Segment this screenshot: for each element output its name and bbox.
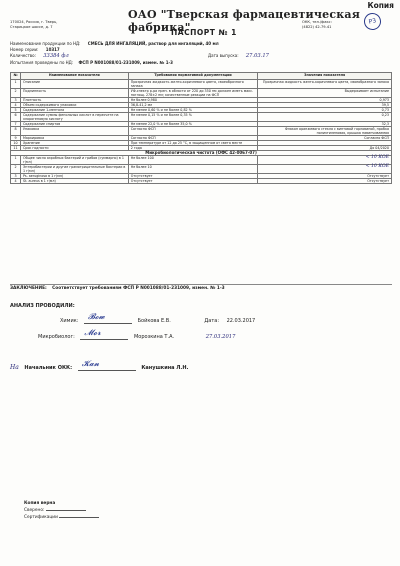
indicator-name: Описание — [20, 80, 128, 89]
company-name: ОАО "Тверская фармацевтическая фабрика" — [128, 8, 361, 34]
signature-line — [46, 510, 86, 511]
field-label: Дата выпуска: — [208, 53, 239, 58]
conclusion-label: ЗАКЛЮЧЕНИЕ: — [10, 286, 47, 291]
requirement: 36,8-41,2 мл — [128, 103, 258, 108]
value-text: Выдерживает испытание — [344, 89, 389, 93]
signature-line — [59, 517, 99, 518]
requirement: Не менее 0,60 % и не более 0,82 % — [128, 108, 258, 113]
indicator-value — [258, 80, 392, 89]
column-header: Наименование показателя — [20, 73, 128, 80]
signature-role: Микробиолог: — [38, 334, 75, 340]
section-title: Микробиологическая чистота (ОФС 42-0067-07) — [11, 151, 392, 156]
value-text: < 10 КОЕ — [365, 155, 389, 160]
value-text: Прозрачная жидкость желто-коричневого цвета, своеобразного запаха — [263, 80, 389, 84]
field-value: ФСП Р N001088/01-231009, измен. № 1-3 — [78, 60, 173, 65]
requirement: Отсутствует — [128, 179, 258, 184]
address-line: 170024, Россия, г. Тверь, — [10, 20, 58, 24]
requirement: Не менее 22,0 % и не более 35,0 % — [128, 122, 258, 127]
row-number: 2 — [11, 165, 21, 174]
requirement: При температуре от 12 до 25 °С, в защищенном от света месте — [128, 141, 258, 146]
copy-verification — [24, 500, 99, 521]
indicator-name: Маркировка — [20, 136, 128, 141]
column-header: Требования нормативной документации — [128, 73, 258, 80]
value-text: Отсутствует — [367, 179, 389, 183]
row-number: 7 — [11, 122, 21, 127]
value-text: Отсутствует — [367, 174, 389, 178]
indicator-name: St. aureus в 1 г(мл) — [20, 179, 128, 184]
value-text: 0,73 — [381, 108, 389, 112]
row-number: 6 — [11, 113, 21, 122]
requirement: Согласно ФСП — [128, 127, 258, 136]
field-value: 10317 — [45, 47, 60, 52]
okk-head-signature-row — [10, 359, 189, 371]
passport-title: ПАСПОРТ № 1 — [171, 28, 237, 37]
copy-stamp: Копия — [367, 1, 394, 10]
quantity-field — [10, 53, 69, 59]
signature-date: 27.03.2017 — [205, 334, 236, 340]
indicator-value — [258, 127, 392, 136]
table-row — [11, 89, 392, 98]
address-line: Старицкое шоссе, д. 7 — [10, 25, 53, 29]
checked-label: Сверено: — [24, 508, 45, 513]
indicator-value — [258, 179, 392, 184]
table-row — [11, 80, 392, 89]
requirement: Не менее 0,15 % и не более 0,35 % — [128, 113, 258, 122]
requirement: Не более 100 — [128, 156, 258, 165]
row-number: 5 — [11, 108, 21, 113]
table-header-row — [11, 73, 392, 80]
row-number: 3 — [11, 174, 21, 179]
value-text: Согласно ФСП — [364, 136, 389, 140]
field-value: 33384 фл — [43, 53, 69, 59]
signature-line — [78, 359, 136, 371]
okk-contact — [302, 20, 332, 30]
value-text: 0,23 — [381, 113, 389, 117]
indicator-name: Общее число аэробных бактерий и грибов (суммарно) в 1 г(мл) — [20, 156, 128, 165]
signature-name: Бойкова Е.В. — [137, 318, 171, 324]
release-date-field — [208, 53, 269, 59]
stamp-seal: P3 — [362, 11, 382, 31]
series-field — [10, 47, 60, 52]
signature-line — [80, 328, 128, 340]
approval-mark: На — [10, 364, 19, 371]
indicator-name: Срок годности — [20, 146, 128, 151]
test-results-table — [10, 72, 392, 184]
copy-true-label: Копия верна — [24, 501, 56, 506]
indicator-value — [258, 89, 392, 98]
signature-role: Начальник ОКК: — [24, 365, 73, 371]
row-number: 2 — [11, 89, 21, 98]
indicator-name: Содержание спиртов — [20, 122, 128, 127]
signature-role: Химик: — [60, 318, 79, 324]
certificate-label: Сертификации — [24, 515, 58, 520]
company-address — [10, 20, 57, 30]
table-row — [11, 165, 392, 174]
field-value: 27.03.17 — [245, 53, 269, 59]
row-number: 3 — [11, 98, 21, 103]
signature-name: Канушкина Л.Н. — [141, 365, 189, 371]
field-label: Количество: — [10, 53, 36, 58]
handwritten-signature: 𝓑𝓸𝔀 — [88, 312, 105, 321]
indicator-name: Подлинность — [20, 89, 128, 98]
okk-line: (4822) 42-79-41 — [302, 25, 332, 29]
signature-line — [84, 312, 132, 324]
indicator-name: Упаковка — [20, 127, 128, 136]
row-number: 10 — [11, 141, 21, 146]
field-label: Испытания проведены по НД: — [10, 60, 74, 65]
indicator-name: Энтеробактерии и другие грамотрицательные бактерии в 1 г(мл) — [20, 165, 128, 174]
row-number: 4 — [11, 103, 21, 108]
row-number: 8 — [11, 127, 21, 136]
field-value: СМЕСЬ ДЛЯ ИНГАЛЯЦИЙ, раствор для ингаляций, 40 мл — [87, 41, 219, 46]
value-text: 39,5 — [381, 103, 389, 107]
value-text: 32,3 — [381, 122, 389, 126]
row-number: 9 — [11, 136, 21, 141]
signature-date: 22.03.2017 — [226, 318, 256, 324]
field-label: Номер серии: — [10, 47, 39, 52]
row-number: 4 — [11, 179, 21, 184]
row-number: 1 — [11, 80, 21, 89]
tests-field — [10, 60, 173, 65]
requirement: Не более 0,980 — [128, 98, 258, 103]
indicator-name: Ps. aeruginosa в 1 г(мл) — [20, 174, 128, 179]
column-header: Значения показателя — [258, 73, 392, 80]
date-label: Дата: — [204, 318, 220, 324]
indicator-name: Содержание 1-ментола — [20, 108, 128, 113]
field-label: Наименование продукции по НД: — [10, 41, 81, 46]
indicator-value — [258, 113, 392, 122]
column-header: № — [11, 73, 21, 80]
requirement: Согласно ФСП — [128, 136, 258, 141]
indicator-name: Хранение — [20, 141, 128, 146]
requirement: Отсутствует — [128, 174, 258, 179]
chemist-signature-row — [60, 312, 256, 324]
conclusion — [10, 284, 392, 291]
microbiologist-signature-row — [38, 328, 236, 340]
indicator-value — [258, 165, 392, 174]
handwritten-signature: 𝓜𝓸𝓻 — [84, 328, 101, 337]
indicator-name: Объем содержимого упаковки — [20, 103, 128, 108]
table-row — [11, 156, 392, 165]
requirement: Прозрачная жидкость желто-коричневого цвета, своеобразного запаха — [128, 80, 258, 89]
requirement: УФ-спектр р-ра преп. в области от 220 до 350 нм должен иметь макс. поглощ. 278±2 нм; качественные реакции на ФСП — [128, 89, 258, 98]
table-row — [11, 113, 392, 122]
conclusion-text: Соответствует требованиям ФСП Р N001088/01-231009, измен. № 1-3 — [52, 286, 225, 291]
okk-line: ОКК, тел./факс: — [302, 20, 332, 24]
value-text: Флакон оранжевого стекла с винтовой горловиной, пробка полиэтиленовая, крышка навинчиваемая — [284, 127, 389, 135]
value-text: < 10 КОЕ — [365, 164, 389, 169]
table-row — [11, 127, 392, 136]
row-number: 1 — [11, 156, 21, 165]
requirement: Не более 10 — [128, 165, 258, 174]
signature-name: Морозкина Т.А. — [133, 334, 175, 340]
handwritten-signature: 𝓚𝓪𝓷 — [81, 359, 100, 368]
indicator-name: Плотность — [20, 98, 128, 103]
row-number: 11 — [11, 146, 21, 151]
value-text: 0,973 — [379, 98, 389, 102]
requirement: 2 года — [128, 146, 258, 151]
product-name-field — [10, 41, 219, 46]
value-text: До 04/2020 — [369, 146, 389, 150]
analysis-heading: АНАЛИЗ ПРОВОДИЛИ: — [10, 303, 75, 309]
indicator-name: Содержание суммы фенольных кислот в пересчете на хлорогеновую кислоту — [20, 113, 128, 122]
table-row — [11, 179, 392, 184]
